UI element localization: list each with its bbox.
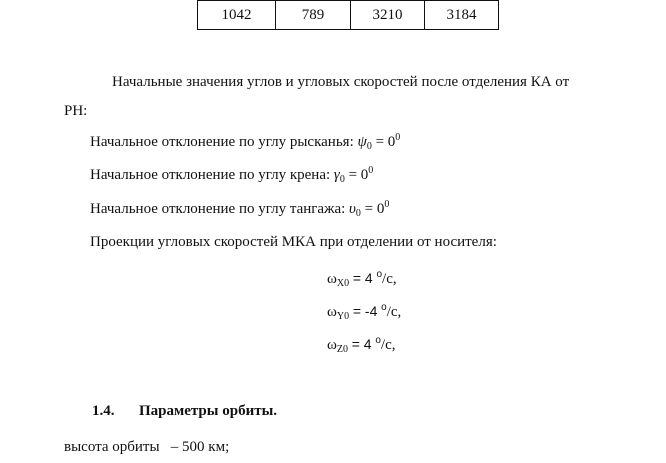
table-cell: 3184	[425, 1, 499, 30]
pitch-line	[90, 201, 389, 218]
omega-z-subscript: Z0	[336, 344, 348, 355]
yaw-line	[90, 134, 400, 151]
table-cell: 3210	[351, 1, 425, 30]
omega-z-symbol: ω	[327, 337, 337, 353]
yaw-value: = 0	[375, 134, 396, 150]
table-row	[198, 1, 499, 30]
section-title: Параметры орбиты.	[139, 403, 278, 419]
omega-y-line	[327, 303, 401, 321]
orbit-altitude: высота орбиты – 500 км;	[64, 439, 230, 455]
omega-y-unit: /с,	[386, 304, 402, 320]
roll-value: = 0	[348, 167, 369, 183]
table-cell: 1042	[198, 1, 276, 30]
roll-degree: 0	[368, 165, 374, 176]
omega-x-line	[327, 270, 397, 288]
omega-y-symbol: ω	[327, 304, 337, 320]
yaw-symbol: ψ	[357, 134, 367, 150]
omega-x-symbol: ω	[327, 271, 337, 287]
pitch-subscript: 0	[355, 208, 361, 219]
omega-x-value: = 4	[352, 270, 373, 286]
pitch-label: Начальное отклонение по углу тангажа:	[90, 201, 346, 217]
roll-symbol: γ	[333, 167, 340, 183]
omega-z-unit: /с,	[380, 337, 396, 353]
projections-label: Проекции угловых скоростей МКА при отделении от носителя:	[90, 234, 497, 250]
pitch-degree: 0	[384, 199, 390, 210]
yaw-degree: 0	[395, 132, 401, 143]
omega-x-unit: /с,	[382, 271, 397, 287]
table-cell: 789	[276, 1, 351, 30]
omega-x-degree: o	[376, 269, 383, 280]
roll-line	[90, 167, 373, 184]
omega-z-value: = 4	[351, 336, 372, 352]
pitch-symbol: υ	[349, 201, 356, 217]
values-table	[197, 0, 499, 30]
omega-x-subscript: X0	[336, 278, 350, 289]
omega-y-subscript: Y0	[336, 311, 350, 322]
roll-subscript: 0	[339, 174, 345, 185]
pitch-value: = 0	[364, 201, 385, 217]
yaw-label: Начальное отклонение по углу рысканья:	[90, 134, 354, 150]
omega-y-degree: o	[381, 302, 387, 313]
section-number: 1.4.	[92, 403, 115, 419]
omega-y-value: = -4	[352, 303, 378, 319]
intro-line-2: РН:	[64, 103, 88, 119]
intro-line-1: Начальные значения углов и угловых скоростей после отделения КА от	[112, 74, 570, 90]
omega-z-line	[327, 336, 395, 354]
omega-z-degree: o	[375, 335, 381, 346]
yaw-subscript: 0	[366, 141, 372, 152]
roll-label: Начальное отклонение по углу крена:	[90, 167, 331, 183]
